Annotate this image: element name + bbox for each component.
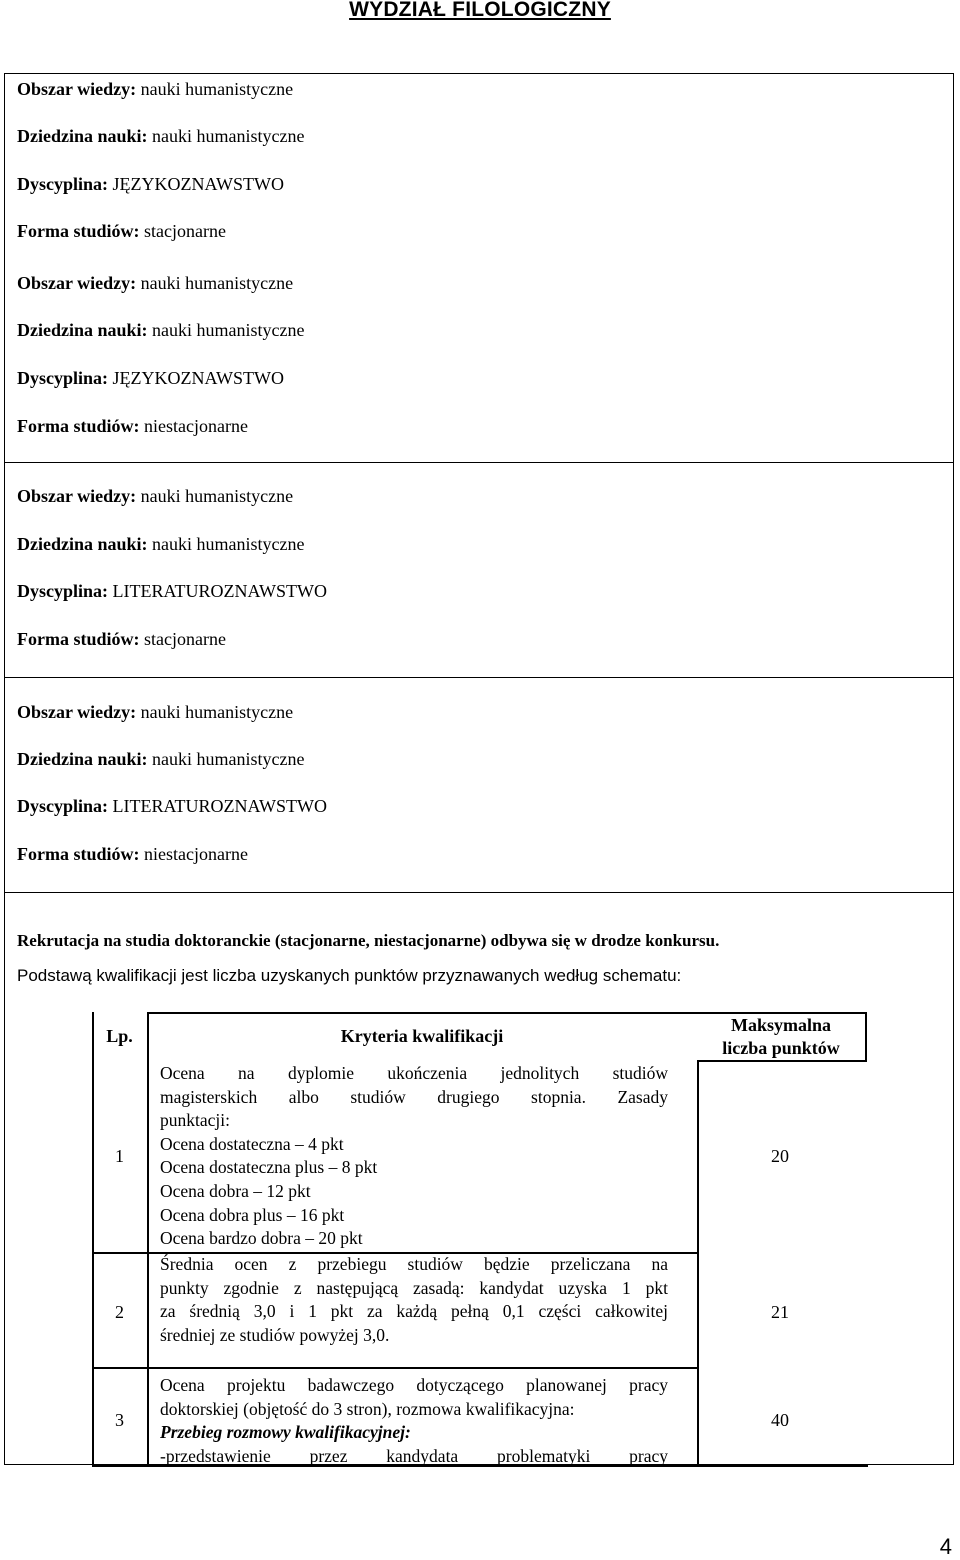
qualification-basis: Podstawą kwalifikacji jest liczba uzyskanych punktów przyznawanych według schematu: <box>17 966 682 985</box>
field-domain: Dziedzina nauki: nauki humanistyczne <box>17 749 305 769</box>
criteria-table <box>92 1012 868 1467</box>
field-domain: Dziedzina nauki: nauki humanistyczne <box>17 126 305 146</box>
row-1-lp: 1 <box>115 1146 124 1166</box>
field-mode: Forma studiów: stacjonarne <box>17 629 226 649</box>
field-mode: Forma studiów: niestacjonarne <box>17 416 248 436</box>
page-header: WYDZIAŁ FILOLOGICZNY <box>349 0 611 21</box>
row-3-criteria: Ocena projektu badawczego dotyczącego planowanej pracy doktorskiej (objętość do 3 stron), rozmowa kwalifikacyjna: Przebieg rozmowy kwalifikacyjnej: -przedstawienie przez kandydata problematyki pracy <box>160 1375 668 1466</box>
program-block-4 <box>5 677 953 893</box>
row-1-criteria: Ocena na dyplomie ukończenia jednolitych studiów magisterskich albo studiów drugiego stopnia. Zasady punktacji: Ocena dostateczna – 4 pkt Ocena dostateczna plus – 8 pkt Ocena dobra – 12 pkt Ocena dobra plus – 16 pkt Ocena bardzo dobra – 20 pkt <box>160 1063 668 1249</box>
field-mode: Forma studiów: niestacjonarne <box>17 844 248 864</box>
program-block-1 <box>5 74 953 463</box>
header-max-points: Maksymalna liczba punktów <box>722 1015 840 1058</box>
field-area: Obszar wiedzy: nauki humanistyczne <box>17 486 294 506</box>
page-number: 4 <box>939 1534 952 1559</box>
field-discipline: Dyscyplina: JĘZYKOZNAWSTWO <box>17 174 285 194</box>
header-lp: Lp. <box>106 1026 133 1046</box>
header-criteria: Kryteria kwalifikacji <box>340 1026 504 1046</box>
recruitment-sentence: Rekrutacja na studia doktoranckie (stacjonarne, niestacjonarne) odbywa się w drodze konkursu. <box>17 931 720 950</box>
row-1-points: 20 <box>771 1146 789 1166</box>
field-discipline: Dyscyplina: LITERATUROZNAWSTWO <box>17 581 328 601</box>
field-area: Obszar wiedzy: nauki humanistyczne <box>17 273 294 293</box>
field-discipline: Dyscyplina: LITERATUROZNAWSTWO <box>17 796 328 816</box>
program-block-3 <box>5 462 953 678</box>
row-2-lp: 2 <box>115 1302 124 1322</box>
field-area: Obszar wiedzy: nauki humanistyczne <box>17 79 294 99</box>
row-3-points: 40 <box>771 1410 789 1430</box>
field-discipline: Dyscyplina: JĘZYKOZNAWSTWO <box>17 368 285 388</box>
field-domain: Dziedzina nauki: nauki humanistyczne <box>17 534 305 554</box>
row-3-lp: 3 <box>115 1410 124 1430</box>
field-domain: Dziedzina nauki: nauki humanistyczne <box>17 320 305 340</box>
row-2-points: 21 <box>771 1302 789 1322</box>
row-2-criteria: Średnia ocen z przebiegu studiów będzie przeliczana na punkty zgodnie z następującą zasadą: kandydat uzyska 1 pkt za średnią 3,0 i 1 pkt za każdą pełną 0,1 części całkowitej średniej ze studiów powyżej 3,0. <box>160 1254 668 1345</box>
field-mode: Forma studiów: stacjonarne <box>17 221 226 241</box>
field-area: Obszar wiedzy: nauki humanistyczne <box>17 702 294 722</box>
